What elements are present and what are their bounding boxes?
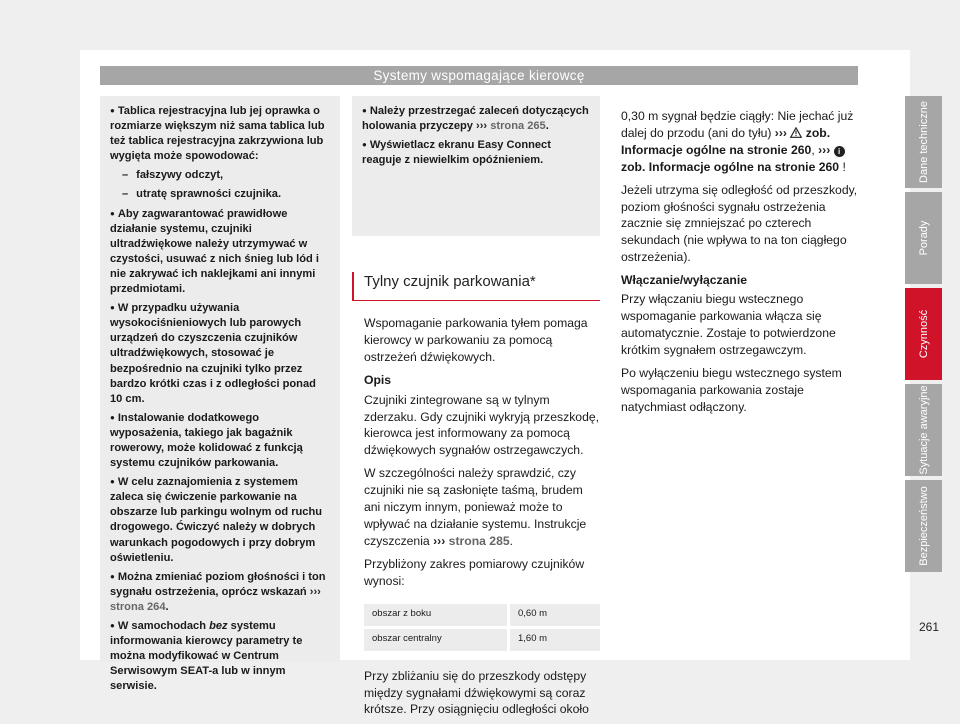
- list-item: ● Instalowanie dodatkowego wyposażenia, takiego jak bagażnik rowerowy, może kolidować z funkcją systemu czujników parkowania.: [110, 411, 330, 471]
- section-title: Tylny czujnik parkowania*: [352, 272, 600, 301]
- paragraph: Przy włączaniu biegu wstecznego wspomaganie parkowania włącza się automatycznie. Zostaje to potwierdzone krótkim sygnałem ostrzegawczym.: [621, 292, 836, 357]
- paragraph: Przy zbliżaniu się do przeszkody odstępy między sygnałami dźwiękowymi są coraz krótsze. Przy osiągnięciu odległości około: [364, 668, 589, 717]
- list-item: ● Aby zagwarantować prawidłowe działanie systemu, czujniki ultradźwiękowe należy utrzymywać w czystości, usuwać z nich śnieg lub lód i nie zakrywać ich naklejkami ani innymi przedmiotami.: [110, 207, 330, 298]
- list-item: ● Należy przestrzegać zaleceń dotyczących holowania przyczepy ››› strona 265.: [362, 104, 590, 134]
- right-column: [621, 108, 861, 421]
- list-item: ● Wyświetlacz ekranu Easy Connect reaguje z niewielkim opóźnieniem.: [362, 138, 590, 168]
- warning-box-left: [100, 96, 340, 693]
- list-item: – fałszywy odczyt,: [122, 168, 330, 183]
- manual-page: [80, 50, 910, 717]
- list-item: ● W celu zaznajomienia z systemem zaleca się ćwiczenie parkowanie na obszarze lub parkingu wolnym od ruchu drogowego. Ćwiczyć należy w dobrych warunkach pogodowych i przy dobrym oświetleniu.: [110, 475, 330, 566]
- list-item: ● Można zmieniać poziom głośności i ton sygnału ostrzeżenia, oprócz wskazań ››› strona 264.: [110, 570, 330, 615]
- tab-porady[interactable]: Porady: [905, 192, 942, 284]
- tab-sytuacje-awaryjne[interactable]: Sytuacje awaryjne: [905, 384, 942, 476]
- paragraph: Po wyłączeniu biegu wstecznego system wspomagania parkowania zostaje natychmiast odłączony.: [621, 365, 842, 414]
- arrow-ref-icon: ›››: [433, 533, 446, 548]
- list-item: ● W przypadku używania wysokociśnieniowych lub parowych urządzeń do czyszczenia czujników ultradźwiękowych, stosować je bezpośrednio na czujniki tylko przez bardzo krótki czas i z odległości ponad 10 cm.: [110, 301, 330, 407]
- tab-dane-techniczne[interactable]: Dane techniczne: [905, 96, 942, 188]
- arrow-ref-icon: ›››: [774, 125, 787, 140]
- table-cell-value: 1,60 m: [509, 627, 601, 652]
- arrow-ref-icon: ›››: [476, 120, 488, 133]
- middle-column: [352, 96, 600, 724]
- cross-reference[interactable]: zob. Informacje ogólne na stronie 260: [621, 159, 840, 174]
- page-header: Systemy wspomagające kierowcę: [100, 66, 858, 85]
- page-number: 261: [918, 620, 939, 634]
- list-item: – utratę sprawności czujnika.: [122, 187, 330, 202]
- paragraph: 0,30 m sygnał będzie ciągły: Nie jechać już dalej do przodu (ani do tyłu) ››› zob. Informacje ogólne na stronie 260, ››› i zob. Informacje ogólne na stronie 260 !: [621, 109, 854, 174]
- chapter-tabs: [905, 96, 942, 576]
- warning-triangle-icon: [790, 127, 802, 138]
- page-link-285[interactable]: strona 285: [448, 533, 510, 548]
- paragraph: Przybliżony zakres pomiarowy czujników wynosi:: [364, 556, 585, 588]
- arrow-ref-icon: ›››: [309, 585, 321, 598]
- page-link-265[interactable]: strona 265: [490, 120, 546, 133]
- list-item: ● W samochodach bez systemu informowania kierowcy parametry te można modyfikować w Centrum Serwisowym SEAT-a lub w innym serwisie.: [110, 619, 330, 694]
- paragraph: Jeżeli utrzyma się odległość od przeszkody, poziom głośności sygnału ostrzeżenia zacznie się zmniejszać po czterech sekundach (nie wpływa to na ton ciągłego ostrzeżenia).: [621, 182, 858, 265]
- list-item: ● Tablica rejestracyjna lub jej oprawka o rozmiarze większym niż sama tablica lub też tablica rejestracyjna zakrzywiona lub wygięta może spowodować:: [110, 104, 330, 164]
- info-icon: i: [834, 146, 845, 157]
- table-row: [364, 627, 600, 652]
- page-link-264[interactable]: strona 264: [110, 600, 166, 613]
- table-cell-label: obszar z boku: [364, 604, 509, 628]
- table-cell-label: obszar centralny: [364, 627, 509, 652]
- warning-box-middle: [352, 96, 600, 236]
- paragraph: Wspomaganie parkowania tyłem pomaga kierowcy w parkowaniu za pomocą ostrzeżeń dźwiękowych.: [364, 316, 588, 364]
- tab-bezpieczenstwo[interactable]: Bezpieczeństwo: [905, 480, 942, 572]
- arrow-ref-icon: ›››: [818, 142, 831, 157]
- table-cell-value: 0,60 m: [509, 604, 601, 628]
- section-body: [352, 315, 600, 718]
- table-row: [364, 604, 600, 628]
- subheading: Włączanie/wyłączanie: [621, 273, 747, 288]
- paragraph: Czujniki zintegrowane są w tylnym zderzaku. Gdy czujniki wykryją przeszkodę, kierowca jest informowany za pomocą dźwiękowych sygnałów ostrzegawczych.: [364, 392, 600, 458]
- subheading: Opis: [364, 372, 392, 387]
- cross-reference[interactable]: zob. Informacje ogólne na stronie 260: [621, 125, 831, 157]
- paragraph: W szczególności należy sprawdzić, czy czujniki nie są zasłonięte taśmą, brudem ani niczym innym, ponieważ może to wpływać na działanie systemu. Instrukcje czyszczenia ››› strona 285.: [364, 466, 587, 548]
- tab-czynnosc[interactable]: Czynność: [905, 288, 942, 380]
- range-table: [364, 604, 600, 654]
